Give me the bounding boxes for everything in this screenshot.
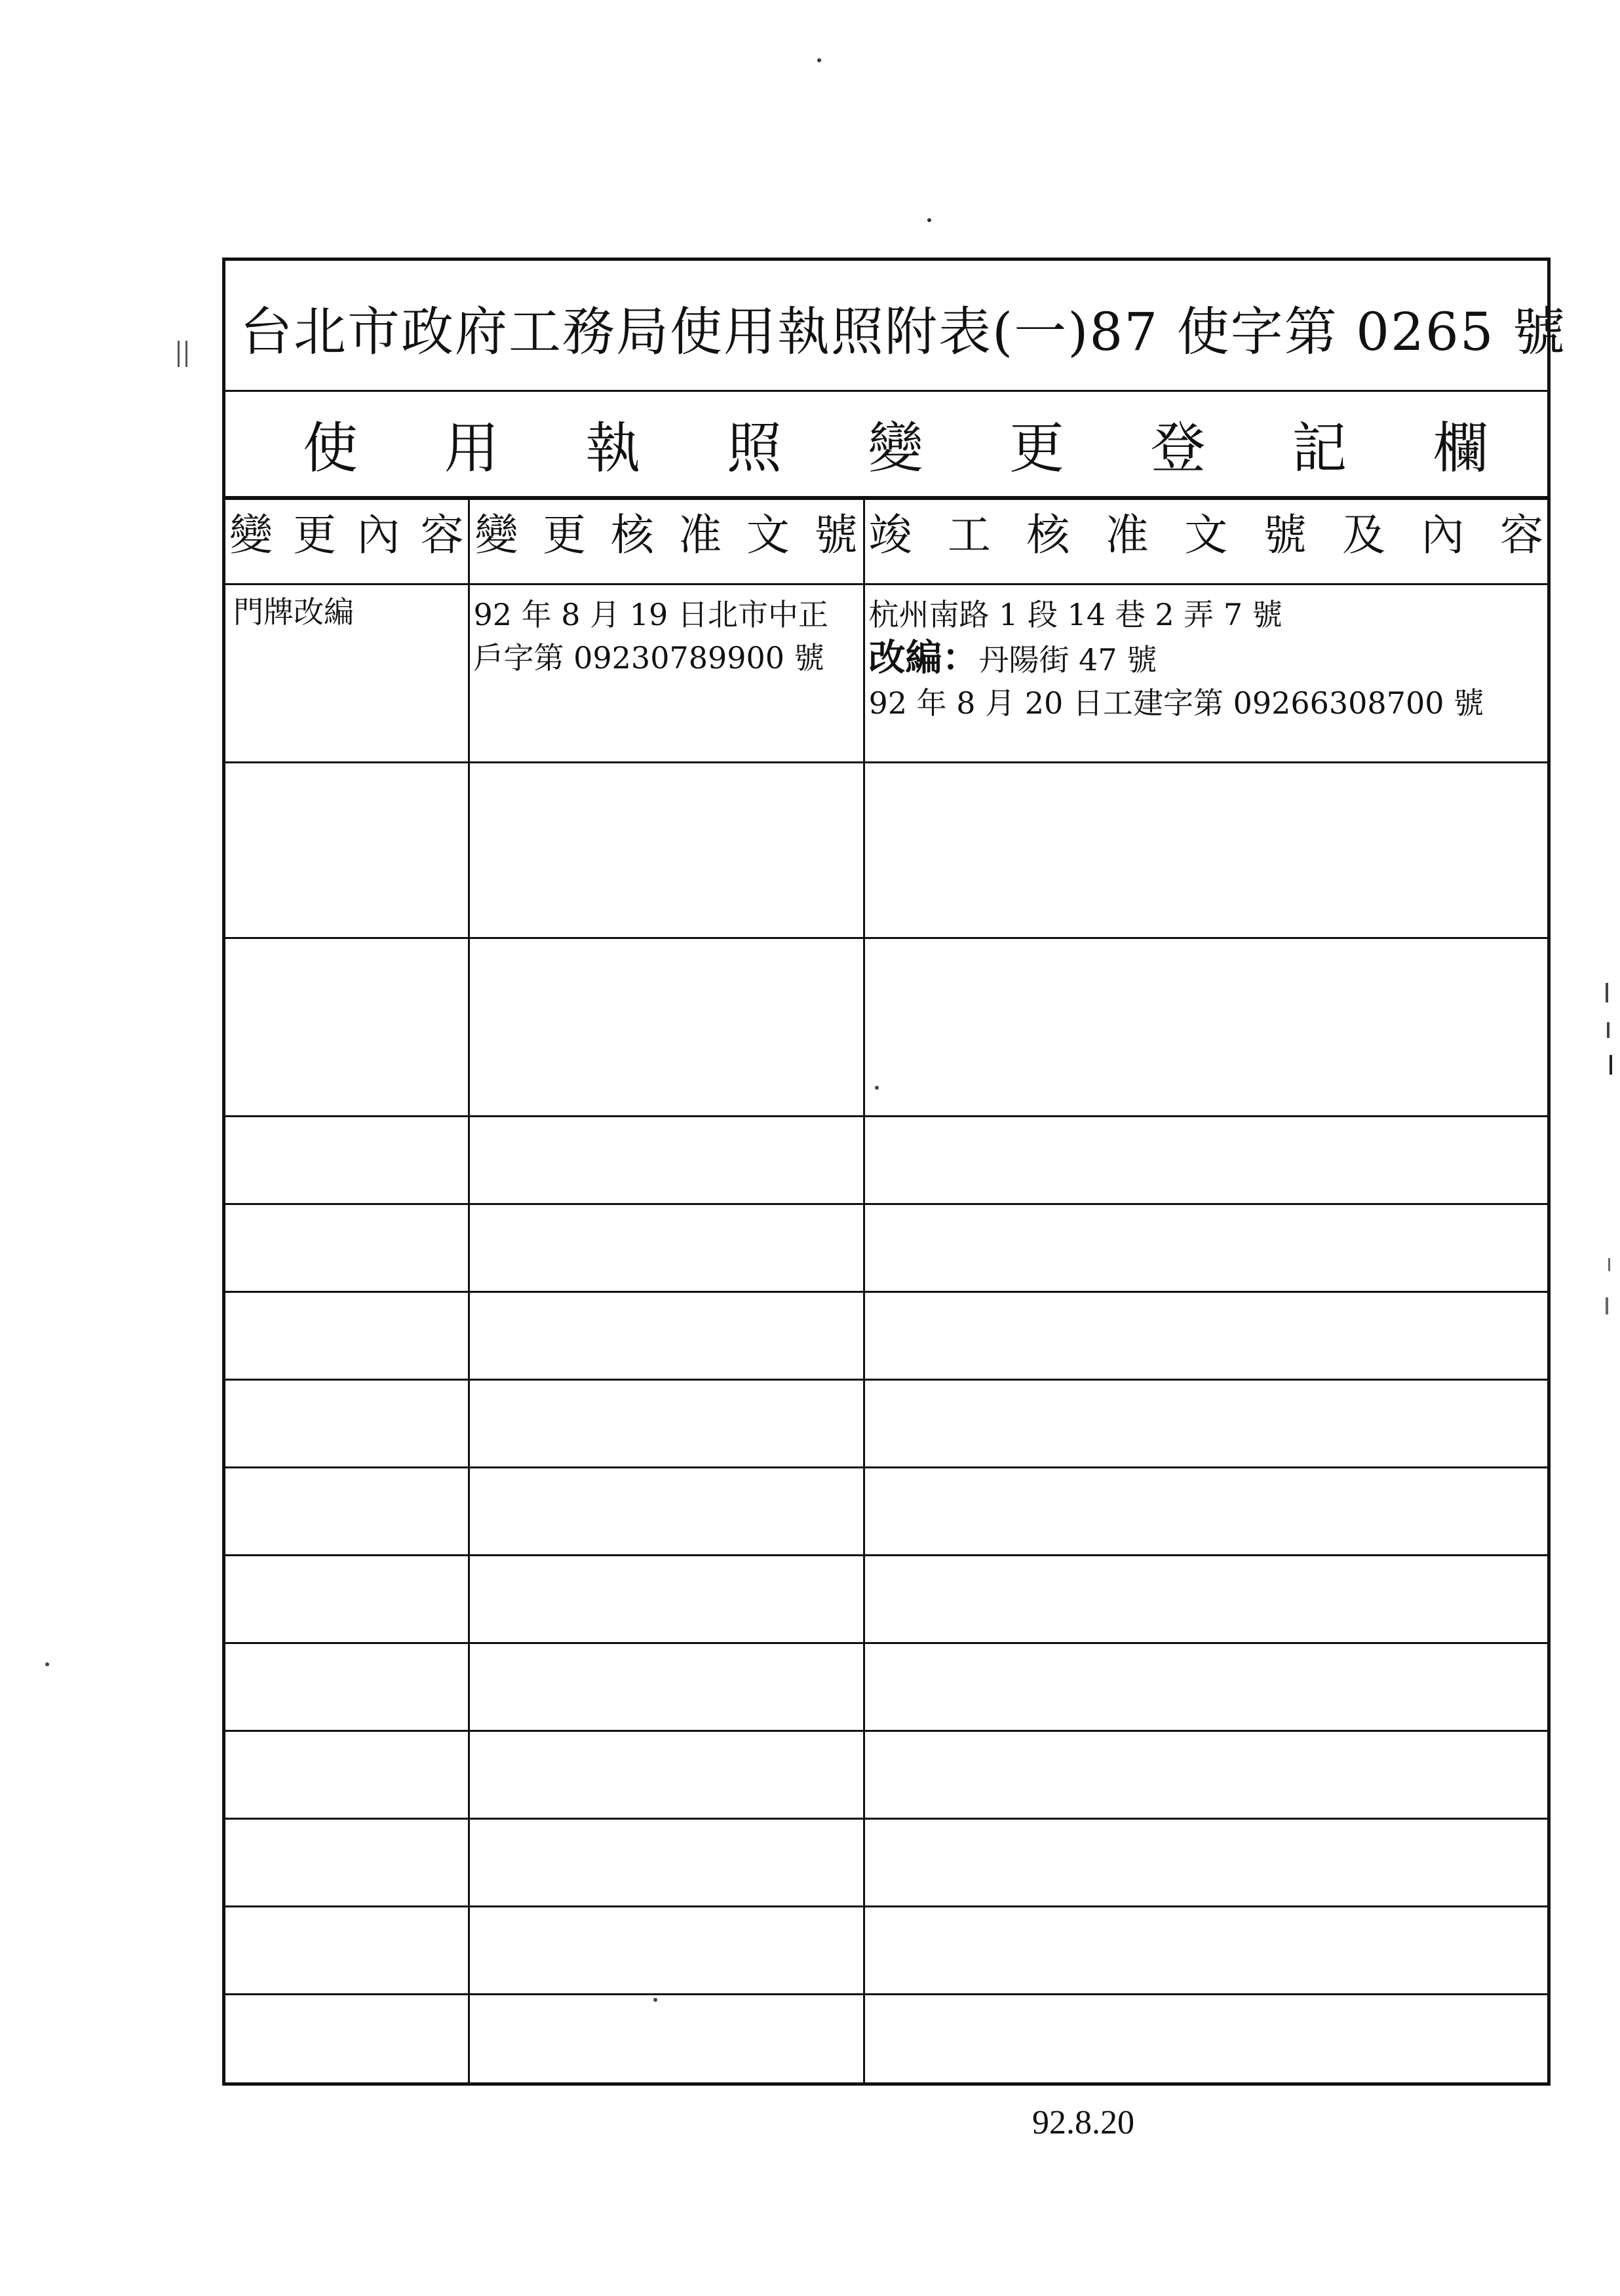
empty-cell [864,938,1547,1117]
section-heading-char: 照 [726,416,782,480]
empty-cell [225,1643,469,1731]
empty-cell [225,1907,469,1995]
empty-cell [864,1292,1547,1380]
empty-cell [864,1995,1547,2085]
empty-cell [469,1995,864,2085]
approval-number-cell [469,584,864,763]
empty-cell [864,1117,1547,1204]
empty-cell [864,1731,1547,1819]
empty-cell [225,1731,469,1819]
section-heading-char: 變 [868,416,923,480]
completion-line-2: 丹陽街 47 號 [978,642,1157,678]
empty-cell [864,1907,1547,1995]
section-heading-char: 更 [1009,416,1065,480]
table-row [225,1907,1547,1995]
completion-bold-label: 改編： [868,636,979,679]
footer-date: 92.8.20 [1032,2104,1134,2141]
empty-cell [469,1643,864,1731]
empty-cell [225,1819,469,1907]
permit-form-frame [222,258,1567,2086]
section-heading-char: 使 [303,416,358,480]
empty-cell [864,1204,1547,1292]
empty-cell [469,1468,864,1556]
approval-line-1: 92 年 8 月 19 日北市中正 [473,597,828,632]
table-row [225,1995,1547,2085]
empty-cell [864,1556,1547,1643]
empty-cell [864,1380,1547,1468]
empty-cell [469,1731,864,1819]
empty-cell [864,1819,1547,1907]
change-content-cell [225,584,469,763]
empty-cell [225,1380,469,1468]
empty-cell [864,1468,1547,1556]
completion-cell [864,584,1547,763]
empty-cell [225,1468,469,1556]
column-header-approval-number: 變更核准文號 [469,499,864,584]
empty-cell [225,763,469,938]
empty-cell [469,1907,864,1995]
section-heading-char: 登 [1150,416,1206,480]
change-register-table [225,498,1547,2085]
approval-line-2: 戶字第 09230789900 號 [473,640,824,676]
table-row [225,1380,1547,1468]
section-heading-char: 欄 [1433,416,1488,480]
empty-cell [469,763,864,938]
table-row [225,1117,1547,1204]
table-row [225,763,1547,938]
table-row [225,1468,1547,1556]
empty-cell [469,1204,864,1292]
title-row [225,261,1567,392]
empty-cell [225,1117,469,1204]
empty-cell [225,938,469,1117]
table-row [225,584,1547,763]
change-content-text: 門牌改編 [233,594,354,630]
empty-cell [225,1204,469,1292]
document-title: 台北市政府工務局使用執照附表(一)87 使字第 0265 號 [240,301,1567,362]
table-row [225,1643,1547,1731]
table-row [225,1556,1547,1643]
column-header-change-content: 變更內容 [225,499,469,584]
table-header-row [225,499,1547,584]
empty-cell [225,1292,469,1380]
table-row [225,938,1547,1117]
empty-cell [225,1995,469,2085]
section-heading-char: 用 [444,416,499,480]
empty-cell [469,1819,864,1907]
completion-line-1: 杭州南路 1 段 14 巷 2 弄 7 號 [868,597,1282,632]
table-row [225,1204,1547,1292]
empty-cell [469,1556,864,1643]
empty-cell [469,1380,864,1468]
empty-cell [469,938,864,1117]
empty-cell [864,1643,1547,1731]
section-heading-char: 執 [585,416,641,480]
column-header-completion-approval: 竣工核准文號及內容 [864,499,1547,584]
table-row [225,1819,1547,1907]
section-heading-char: 記 [1292,416,1347,480]
table-row [225,1292,1547,1380]
table-row [225,1731,1547,1819]
empty-cell [469,1117,864,1204]
section-heading [225,392,1547,498]
empty-cell [225,1556,469,1643]
empty-cell [469,1292,864,1380]
completion-line-3: 92 年 8 月 20 日工建字第 09266308700 號 [868,685,1484,721]
empty-cell [864,763,1547,938]
